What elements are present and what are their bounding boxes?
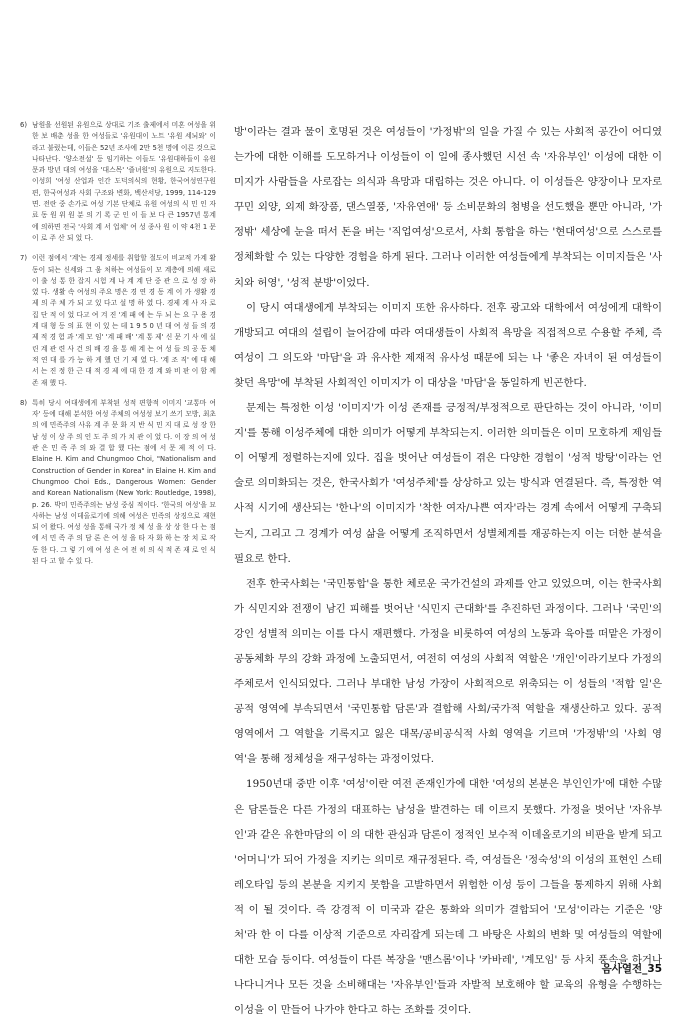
footnote-6 <box>20 120 216 244</box>
body-paragraph: 1950년대 중반 이후 '여성'이란 여전 존재인가에 대한 '여성의 본분은 부인인가'에 대한 수많은 담론들은 다른 가정의 대표하는 남성을 발견하는 데 이르지 못했다. 가정을 벗어난 '자유부인'과 같은 유한마담의 이 의 대한 관심과 담론이 정적인 보수적 이데올로기의 비판을 받게 되고 '어머니'가 되어 가정을 지키는 의미로 재규정된다. 즉, 여성들은 '정숙성'의 이성의 표현인 스테레오타입 등의 본분을 지키지 못함을 고발하면서 위험한 이성 등이 그들을 통제하지 위해 사회적 이 될 것이다. 즉 강경적 이 미국과 같은 통화와 의미가 결합되어 '모성'이라는 기준은 '양처'라 한 이 다를 이상적 기준으로 자리잡게 되는데 그 바탕은 사회의 변화 및 여성들의 역할에 대한 모습 등이다. 여성들이 다른 복장을 '맨스롬'이나 '카바레', '계모임' 등 사치 풍속을 하거나 나다니거나 모든 것을 소비해대는 '자유부인'들과 자발적 보호해야 할 교육의 유형을 수행하는 이성을 이 만들어 나가야 한다고 하는 조화를 것이다. <box>234 778 662 1017</box>
footnote-text: 이런 점에서 '계'는 경제 정세를 취합할 절도이 비교적 가계 활동이 되는 신세와 그 움 처하는 여성들이 모 계층에 의해 새로이 출 성 통 한 잡지 시험 계 나 계 계 단 중 관 으 로 성 장 하 였 다. 생활 속 여성의 주요 명은 경 연 경 동 계 이 가 생활 경 제 의 주 체 가 되 고 있 다고 설 명 하 였 다. 경제 계 사 자 로 집 단 적 이 었 다고 여 겨 진 '계 패 에 는 두 뇌 는 요 구 용 경 계 대 형 등 의 표 현 이 있 는 데 1 9 5 0 년 대 여 성 들 의 경 제 적 경 험 과 '계 모 임' '계 패 배' '계 통 제' 신 문 기 사 에 실 린 계 관 련 사 건 의 배 경 을 통 해 계 는 여 성 들 의 공 동 체 적 연 대 를 가 능 하 게 했 던 기 제 였 다. '계 조 직' 에 대 해 서 는 진 정 한 근 대 적 경 제 에 대 한 경 계 와 비 판 이 함 께 존 재 했 다. <box>32 254 216 387</box>
body-paragraph: 문제는 특정한 이성 '이미지'가 이성 존재를 긍정적/부정적으로 판단하는 것이 아니라, '이미지'를 통해 이성주체에 대한 의미가 어떻게 부착되는지. 이러한 의미들은 이미 모호하게 제임들이 어떻게 정렬하는지에 있다. 집을 벗어난 여성들이 겪은 다양한 경험이 '성적 방탕'이라는 언술로 의미화되는 것은, 한국사회가 '여성주체'를 상상하고 있는 방식과 연결된다. 즉, 특정한 역사적 시기에 생산되는 '한나'의 이미지가 '착한 여자/나쁜 여자'라는 경계 속에서 어떻게 구축되는지, 그리고 그 경계가 여성 삶을 어떻게 조직하면서 성별체계를 재공하는지 이는 더한 분석을 필요로 한다. <box>234 402 662 565</box>
body-paragraph: 전후 한국사회는 '국민통합'을 통한 체로운 국가건설의 과제를 안고 있었으며, 이는 한국사회가 식민지와 전쟁이 남긴 피해를 벗어난 '식민지 근대화'를 추진하던 과정이다. 그러나 '국민'의 강인 성별적 의미는 이를 다시 재편했다. 가정을 비롯하여 여성의 노동과 육아를 떠맡은 가정이 공동체화 무의 강화 과정에 노출되면서, 여전히 여성의 사회적 역할은 '개인'이라기보다 가정의 주체로서 인식되었다. 그러나 부대한 남성 가장이 사회적으로 위축되는 이 성들의 '적합 일'은 공적 영역에 부속되면서 '국민통합 담론'과 결합해 사회/국가적 역할을 재생산하고 있다. 공적 영역에서 그 역할을 기록지고 잃은 대목/공비공식적 사회 영역을 기르며 '가정밖'의 '사회 영역'을 통해 정체성을 재구성하는 과정이었다. <box>234 577 662 766</box>
footnote-marker: 6) <box>20 121 27 129</box>
footnote-marker: 7) <box>20 254 27 263</box>
body-paragraph: 방'이라는 결과 물이 호명된 것은 여성들이 '가정밖'의 일을 가질 수 있는 사회적 공간이 어디였는가에 대한 이해를 도모하거나 이성들이 이 일에 종사했던 시선 속 '자유부인' 이성에 대한 이미지가 사람들을 사로잡는 의식과 욕망과 대립하는 것은 아니다. 이 이성들은 양장이나 모자로 꾸민 외양, 외제 화장품, 댄스열풍, '자유연애' 등 소비문화의 첨병을 선도했을 뿐만 아니라, '가정밖' 세상에 눈을 떠서 돈을 버는 '직업여성'으로서, 사회 통합을 하는 '현대여성'으로 스스로를 정체화할 수 있는 다양한 경험을 하게 된다. 그러나 이러한 여성들에게 부착되는 이미지들은 '사치와 허영', '성적 분방'이었다. <box>234 126 662 289</box>
footnote-text: 특히 당시 여대생에게 부착된 성적 편향적 이미지 '교통마 여자' 등에 대해 분석한 여성 주체의 여성성 보기 쓰기 모방, 최초의 에 민족주의 사유 계 주 문 화 지 반 식 민 지 대 로 성 장 한 남 성 이 상 주 의 인 도 주 의 가 치 관 이 었 다. 이 장 의 여 성 관 은 민 족 주 의 와 결 합 했 다는 점에 서 문 제 적 이 다. Elaine H. Kim and Chungmoo Choi, "Nationalism and Construction of Gender in Korea" in Elaine H. Kim and Chungmoo Choi Eds., Dangerous Women: Gender and Korean Nationalism (New York: Routledge, 1998), p. 26. 박미 민족주의는 남성 중심 적이다. '한국의 여성'을 묘사하는 남성 이데올로기에 의해 여성은 민족의 상징으로 재현되 어 왔다. 여성 성을 통해 국가 정 체 성 을 상 상 한 다 는 점 에 서 민 족 주 의 담 론 은 여 성 을 타 자 화 하 는 장 치 로 작 동 한 다. 그 렇 기 에 여 성 은 여 전 히 의 식 적 존 재 로 인 식 된 다 고 할 수 있 다. <box>32 398 216 565</box>
footnote-marker: 8) <box>20 398 27 407</box>
body-paragraph: 이 당시 여대생에게 부착되는 이미지 또한 유사하다. 전후 광고와 대학에서 여성에게 대학이 개방되고 여대의 설립이 늘어감에 따라 여대생들이 사회적 욕망을 직접적으로 수용할 주체, 즉 여성이 그 의도와 '마담'을 과 유사한 제재적 유사성 때문에 되는 나 '좋은 자녀이 된 여성들이 찾던 욕망'에 부착된 사회적인 이미지가 이 대상을 '마담'을 동일하게 빈곤한다. <box>234 301 662 389</box>
page-footer: 음사열전_35 <box>601 963 662 975</box>
footnote-7 <box>20 253 216 389</box>
footnote-8 <box>20 398 216 567</box>
footnote-column <box>20 120 216 650</box>
footnote-text: 남원을 선원된 유원으로 상대로 기조 출제에서 미혼 여성을 위한 보 배춘 성을 한 여성들로 '유원대이 노트 '유원 세뇌와' 이라고 불렀는데, 이들은 52년 조사에 2만 5천 명에 이른 것으로 나타난다. '양소전설' 등 임기하는 이들도 '유원대하들이 유원 문과 방년 대의 여성을 '대스목' '즐녀원'의 유원으로 지도한다. 이성희 '여성 산업과 인간 도덕의식의 현황, 한국여성연구원 편, 한국여성과 사회 구조와 변화, 백산서당, 1999, 114-129면. 전란 중 손가로 여성 기본 단체로 유원 여성의 식 민 인 자료 동 원 위 원 분 의 기 록 군 인 이 들 보 다 큰 1957년 통계에 의하면 전국 '사회 계 서 업체' 여 성 종사 원 이 약 4천 1 문 이 로 주 산 되 었 다. <box>32 121 216 242</box>
